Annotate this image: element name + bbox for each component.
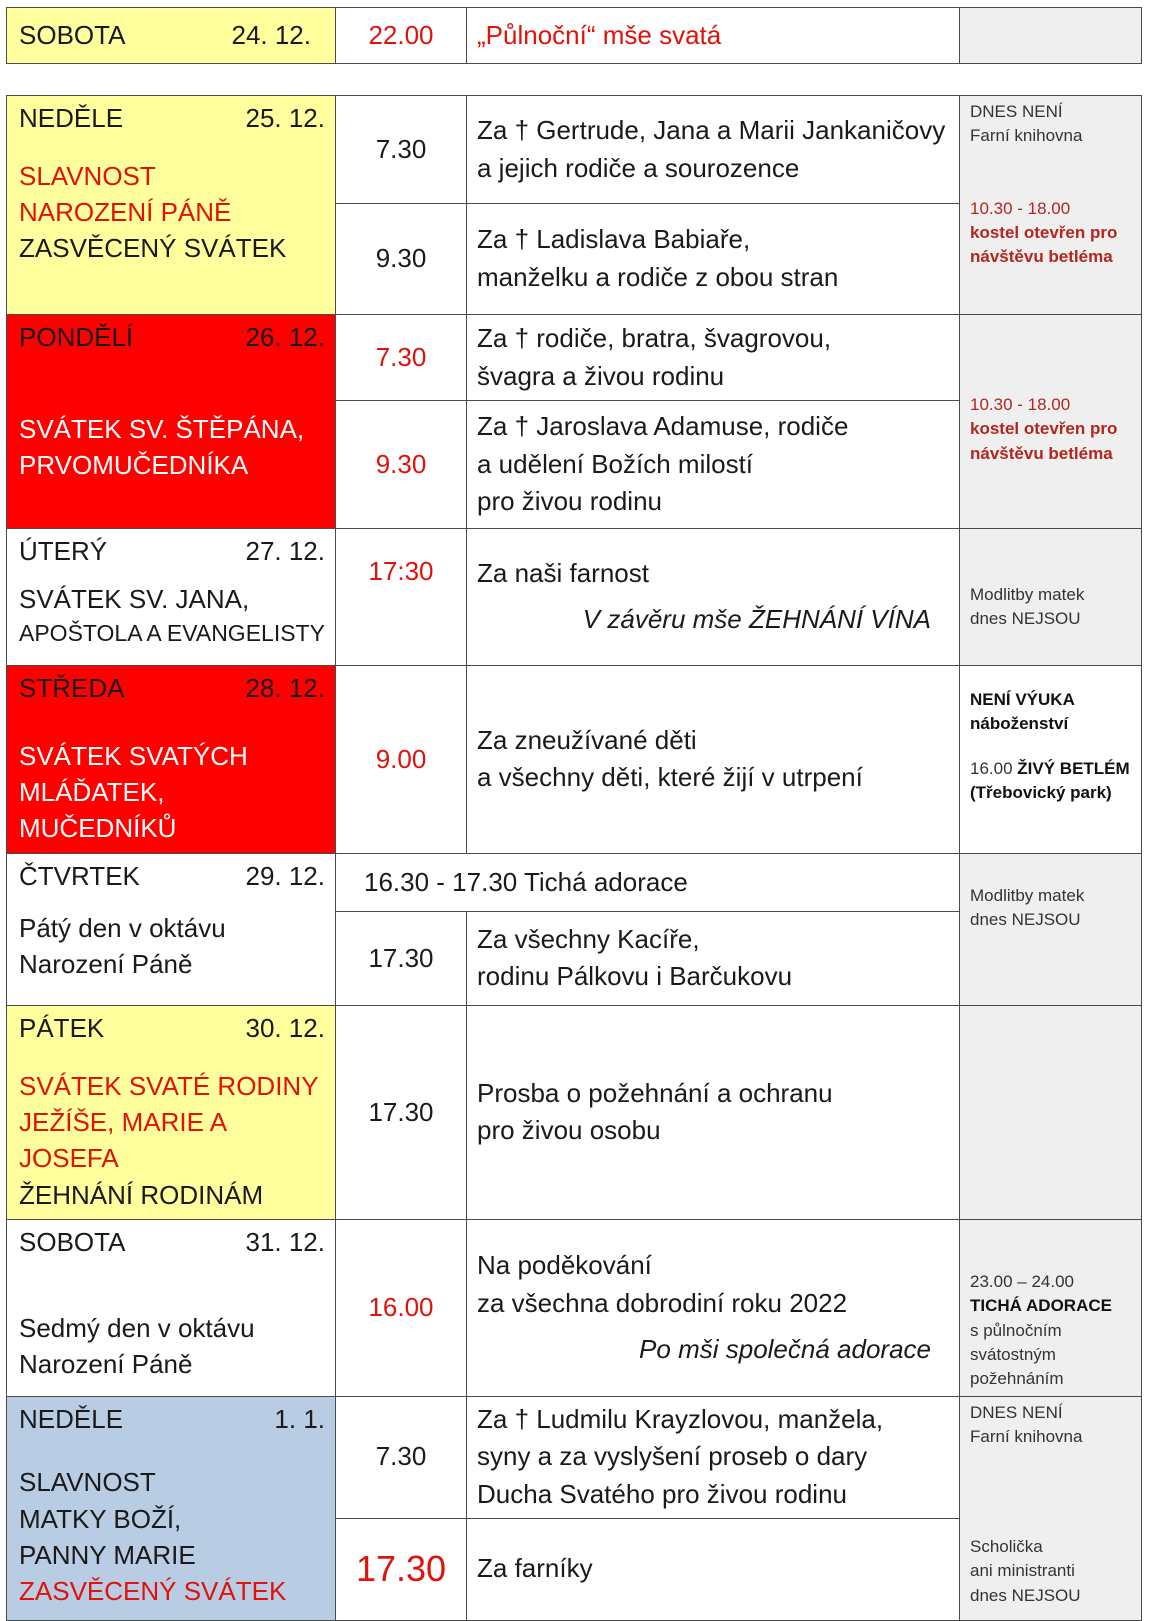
note-bold: náboženství: [970, 714, 1069, 734]
feast-line: SVÁTEK SV. ŠTĚPÁNA,: [19, 413, 305, 444]
feast-extra: ZASVĚCENÝ SVÁTEK: [19, 233, 287, 264]
mass-time: 7.30: [336, 96, 467, 204]
day-date: 31. 12.: [245, 1227, 325, 1258]
intro-row: [7, 8, 1142, 64]
intro-note: [960, 8, 1142, 64]
mass-intention: [467, 204, 960, 315]
note-time: 16.00: [970, 758, 1013, 778]
schedule-table: [6, 95, 1142, 1621]
mass-time: 17.30: [336, 911, 467, 1005]
day-cell: [7, 666, 336, 854]
day-date: 29. 12.: [245, 860, 325, 891]
intention-italic: V závěru mše ŽEHNÁNÍ VÍNA: [582, 604, 931, 634]
mass-intention: [467, 1396, 960, 1518]
note-line: Farní knihovna: [970, 1426, 1083, 1446]
mass-intention: [467, 96, 960, 204]
feast-line: JEŽÍŠE, MARIE A JOSEFA: [19, 1106, 226, 1174]
day-name: ÚTERÝ: [19, 536, 108, 566]
note-bold: TICHÁ ADORACE: [970, 1296, 1112, 1316]
note-line: svátostným: [970, 1345, 1056, 1364]
intention-line: Za všechny Kacíře,: [477, 923, 700, 954]
mass-time: 9.30: [336, 204, 467, 315]
mass-intention: [467, 666, 960, 854]
table-row: [7, 1220, 1142, 1396]
note-line: Modlitby matek: [970, 885, 1085, 905]
day-date: 1. 1.: [274, 1403, 325, 1434]
mass-time: 17.30: [336, 1518, 467, 1620]
intention-line: Za naši farnost: [477, 558, 649, 589]
feast-line: SVÁTEK SVATÉ RODINY: [19, 1070, 319, 1101]
mass-intention: [467, 1220, 960, 1396]
note-line: dnes NEJSOU: [970, 910, 1081, 930]
day-name: NEDĚLE: [19, 103, 124, 133]
intention-line: a udělení Božích milostí: [477, 448, 754, 479]
mass-time: 17.30: [336, 1005, 467, 1219]
intention-line: a jejich rodiče a sourozence: [477, 152, 800, 183]
mass-time: 7.30: [336, 1396, 467, 1518]
feast-line: PANNY MARIE: [19, 1540, 196, 1571]
intention-line: pro živou osobu: [477, 1115, 661, 1146]
note-line: DNES NENÍ: [970, 1402, 1063, 1422]
mass-time: 9.00: [336, 666, 467, 854]
day-date: 30. 12.: [245, 1012, 325, 1043]
note-line: Scholička: [970, 1537, 1043, 1557]
table-row: [7, 529, 1142, 666]
feast-line: MATKY BOŽÍ,: [19, 1503, 182, 1534]
intro-day-cell: [7, 8, 336, 64]
note-cell: [960, 1220, 1142, 1396]
note-line: s půlnočním: [970, 1320, 1062, 1340]
feast-line: PRVOMUČEDNÍKA: [19, 450, 249, 481]
day-cell: [7, 529, 336, 666]
note-line: Modlitby matek: [970, 584, 1085, 604]
table-row: [7, 666, 1142, 854]
intention-line: syny a za vyslyšení proseb o dary: [477, 1441, 868, 1472]
note-bold: (Třebovický park): [970, 782, 1112, 802]
intention-line: Za † Gertrude, Jana a Marii Jankaničovy: [477, 114, 946, 145]
note-cell: [960, 853, 1142, 1005]
intro-intention: „Půlnoční“ mše svatá: [467, 8, 960, 64]
day-cell: [7, 1396, 336, 1620]
mass-intention: [467, 1005, 960, 1219]
intention-line: rodinu Pálkovu i Barčukovu: [477, 961, 793, 992]
mass-intention: [467, 315, 960, 401]
note-cell: [960, 96, 1142, 315]
mass-intention: [467, 401, 960, 529]
intention-line: Prosba o požehnání a ochranu: [477, 1077, 833, 1108]
day-date: 26. 12.: [245, 322, 325, 352]
note-line: ani ministranti: [970, 1561, 1075, 1581]
day-name: ČTVRTEK: [19, 860, 140, 891]
day-cell: [7, 315, 336, 529]
note-bold: návštěvu betléma: [970, 247, 1113, 267]
day-date: 27. 12.: [245, 536, 325, 566]
intention-line: Za farníky: [477, 1553, 593, 1584]
note-time: 10.30 - 18.00: [970, 395, 1071, 414]
feast-line: Sedmý den v oktávu: [19, 1312, 255, 1343]
feast-line: NAROZENÍ PÁNĚ: [19, 197, 232, 228]
table-row: [7, 1005, 1142, 1219]
intention-line: Za † Jaroslava Adamuse, rodiče: [477, 410, 849, 441]
intention-italic: Po mši společná adorace: [639, 1333, 931, 1364]
day-name: STŘEDA: [19, 673, 125, 703]
table-row: [7, 1396, 1142, 1518]
intention-line: a všechny děti, které žijí v utrpení: [477, 762, 863, 793]
note-cell: [960, 1005, 1142, 1219]
note-time: 10.30 - 18.00: [970, 198, 1071, 218]
intro-time: 22.00: [336, 8, 467, 64]
note-cell: [960, 315, 1142, 529]
mass-intention: [467, 911, 960, 1005]
feast-line: SLAVNOST: [19, 1467, 156, 1498]
day-name: PONDĚLÍ: [19, 322, 134, 352]
feast-extra: ZASVĚCENÝ SVÁTEK: [19, 1576, 287, 1607]
note-line: dnes NEJSOU: [970, 1585, 1081, 1605]
intention-line: Ducha Svatého pro živou rodinu: [477, 1478, 848, 1509]
day-cell: [7, 1220, 336, 1396]
note-time: 23.00 – 24.00: [970, 1272, 1074, 1292]
mass-intention: [467, 529, 960, 666]
day-date: 25. 12.: [245, 103, 325, 133]
intention-line: Na poděkování: [477, 1250, 652, 1281]
mass-time: 9.30: [336, 401, 467, 529]
intention-line: Za zneužívané děti: [477, 724, 697, 755]
mass-time: 17:30: [336, 529, 467, 666]
table-row: [7, 96, 1142, 204]
mass-time: 7.30: [336, 315, 467, 401]
mass-time: 16.00: [336, 1220, 467, 1396]
intention-line: švagra a živou rodinu: [477, 360, 725, 391]
note-bold: kostel otevřen pro: [970, 419, 1118, 439]
note-line: Farní knihovna: [970, 126, 1083, 146]
intention-line: za všechna dobrodiní roku 2022: [477, 1288, 848, 1318]
day-date: 24. 12.: [231, 19, 311, 50]
intention-line: manželku a rodiče z obou stran: [477, 262, 839, 292]
day-name: SOBOTA: [19, 1227, 126, 1258]
feast-extra: ŽEHNÁNÍ RODINÁM: [19, 1179, 264, 1210]
table-row: [7, 315, 1142, 401]
note-cell: [960, 666, 1142, 854]
note-line: DNES NENÍ: [970, 102, 1063, 121]
feast-line: Pátý den v oktávu: [19, 912, 226, 943]
intention-line: Za † Ludmilu Krayzlovou, manžela,: [477, 1403, 884, 1434]
day-name: SOBOTA: [19, 19, 126, 50]
day-date: 28. 12.: [245, 673, 325, 703]
note-bold: kostel otevřen pro: [970, 222, 1118, 242]
mass-intention: [467, 1518, 960, 1620]
feast-line: MLÁĎATEK, MUČEDNÍKŮ: [19, 777, 177, 844]
note-line: dnes NEJSOU: [970, 609, 1081, 628]
day-name: PÁTEK: [19, 1012, 105, 1043]
note-bold: NENÍ VÝUKA: [970, 690, 1075, 709]
intention-line: Za † rodiče, bratra, švagrovou,: [477, 322, 832, 353]
feast-line: SLAVNOST: [19, 160, 156, 191]
day-cell: [7, 853, 336, 1005]
note-bold: návštěvu betléma: [970, 443, 1113, 463]
day-name: NEDĚLE: [19, 1403, 124, 1434]
adoration-row: 16.30 - 17.30 Tichá adorace: [336, 853, 960, 911]
feast-line: SVÁTEK SV. JANA,: [19, 583, 250, 614]
feast-line: SVÁTEK SVATÝCH: [19, 740, 248, 771]
feast-line: APOŠTOLA A EVANGELISTY: [19, 620, 325, 647]
note-bold: ŽIVÝ BETLÉM: [1017, 758, 1130, 778]
day-cell: [7, 96, 336, 315]
day-cell: [7, 1005, 336, 1219]
note-line: požehnáním: [970, 1369, 1064, 1389]
intro-table: [6, 7, 1142, 64]
feast-line: Narození Páně: [19, 1349, 193, 1380]
note-cell: [960, 529, 1142, 666]
intention-line: pro živou rodinu: [477, 486, 662, 517]
feast-line: Narození Páně: [19, 948, 193, 979]
note-cell: [960, 1396, 1142, 1620]
intention-line: Za † Ladislava Babiaře,: [477, 224, 751, 255]
table-row: [7, 853, 1142, 911]
